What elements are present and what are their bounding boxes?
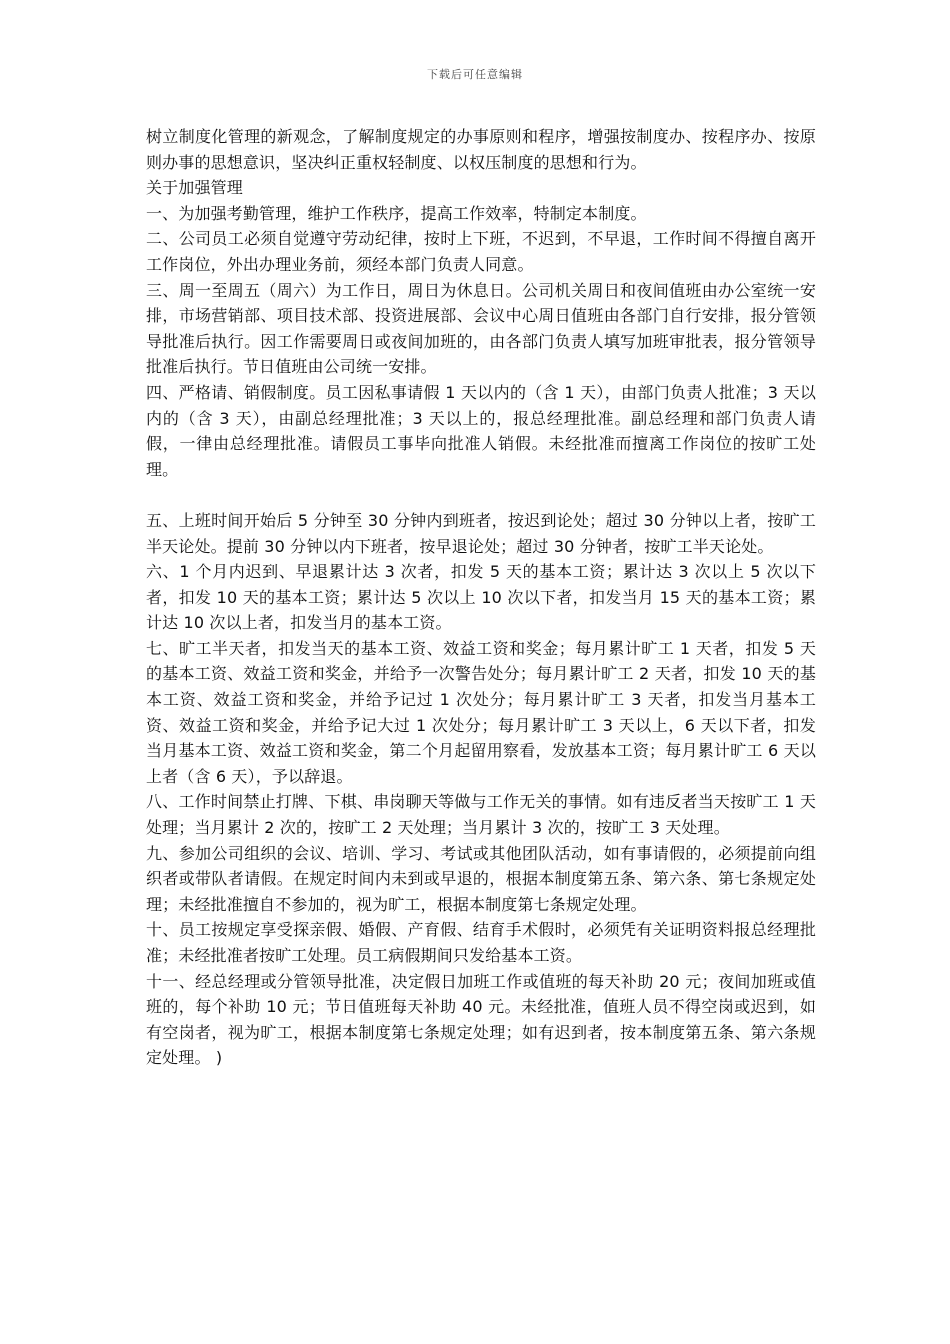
article-1: 一、为加强考勤管理，维护工作秩序，提高工作效率，特制定本制度。 bbox=[146, 203, 647, 223]
article-2: 二、公司员工必须自觉遵守劳动纪律，按时上下班，不迟到，不早退，工作时间不得擅自离开工作岗位，外出办理业务前，须经本部门负责人同意。 bbox=[146, 229, 816, 274]
article-6: 六、1 个月内迟到、早退累计达 3 次者，扣发 5 天的基本工资；累计达 3 次以上 5 次以下者，扣发 10 天的基本工资；累计达 5 次以上 10 次以下者，扣发当月 15 天的基本工资；累计达 10 次以上者，扣发当月的基本工资。 bbox=[146, 562, 816, 633]
article-8: 八、工作时间禁止打牌、下棋、串岗聊天等做与工作无关的事情。如有违反者当天按旷工 1 天处理；当月累计 2 次的，按旷工 2 天处理；当月累计 3 次的，按旷工 3 天处理。 bbox=[146, 792, 816, 838]
intro-paragraph: 树立制度化管理的新观念，了解制度规定的办事原则和程序，增强按制度办、按程序办、按原则办事的思想意识，坚决纠正重权轻制度、以权压制度的思想和行为。 bbox=[146, 127, 816, 172]
section-title: 关于加强管理 bbox=[146, 178, 243, 198]
blank-line bbox=[146, 482, 816, 508]
page-header-note: 下载后可任意编辑 bbox=[427, 68, 523, 81]
document-body bbox=[146, 124, 816, 1071]
article-9: 九、参加公司组织的会议、培训、学习、考试或其他团队活动，如有事请假的，必须提前向组织者或带队者请假。在规定时间内未到或早退的，根据本制度第五条、第六条、第七条规定处理；未经批准擅自不参加的，视为旷工，根据本制度第七条规定处理。 bbox=[146, 843, 816, 914]
article-3: 三、周一至周五（周六）为工作日，周日为休息日。公司机关周日和夜间值班由办公室统一安排，市场营销部、项目技术部、投资进展部、会议中心周日值班由各部门自行安排，报分管领导批准后执行。因工作需要周日或夜间加班的，由各部门负责人填写加班审批表，报分管领导批准后执行。节日值班由公司统一安排。 bbox=[146, 280, 816, 377]
article-4: 四、严格请、销假制度。员工因私事请假 1 天以内的（含 1 天），由部门负责人批准；3 天以内的（含 3 天），由副总经理批准；3 天以上的，报总经理批准。副总经理和部门负责人请假，一律由总经理批准。请假员工事毕向批准人销假。未经批准而擅离工作岗位的按旷工处理。 bbox=[146, 382, 816, 479]
article-7: 七、旷工半天者，扣发当天的基本工资、效益工资和奖金；每月累计旷工 1 天者，扣发 5 天的基本工资、效益工资和奖金，并给予一次警告处分；每月累计旷工 2 天者，扣发 10 天的基本工资、效益工资和奖金，并给予记过 1 次处分；每月累计旷工 3 天者，扣发当月基本工资、效益工资和奖金，并给予记大过 1 次处分；每月累计旷工 3 天以上，6 天以下者，扣发当月基本工资、效益工资和奖金，第二个月起留用察看，发放基本工资；每月累计旷工 6 天以上者（含 6 天），予以辞退。 bbox=[146, 638, 816, 786]
article-5: 五、上班时间开始后 5 分钟至 30 分钟内到班者，按迟到论处；超过 30 分钟以上者，按旷工半天论处。提前 30 分钟以内下班者，按早退论处；超过 30 分钟者，按旷工半天论处。 bbox=[146, 510, 816, 556]
article-10: 十、员工按规定享受探亲假、婚假、产育假、结育手术假时，必须凭有关证明资料报总经理批准；未经批准者按旷工处理。员工病假期间只发给基本工资。 bbox=[146, 920, 816, 965]
article-11: 十一、经总经理或分管领导批准，决定假日加班工作或值班的每天补助 20 元；夜间加班或值班的，每个补助 10 元；节日值班每天补助 40 元。未经批准，值班人员不得空岗或迟到，如有空岗者，视为旷工，根据本制度第七条规定处理；如有迟到者，按本制度第五条、第六条规定处理。 ) bbox=[146, 971, 816, 1068]
